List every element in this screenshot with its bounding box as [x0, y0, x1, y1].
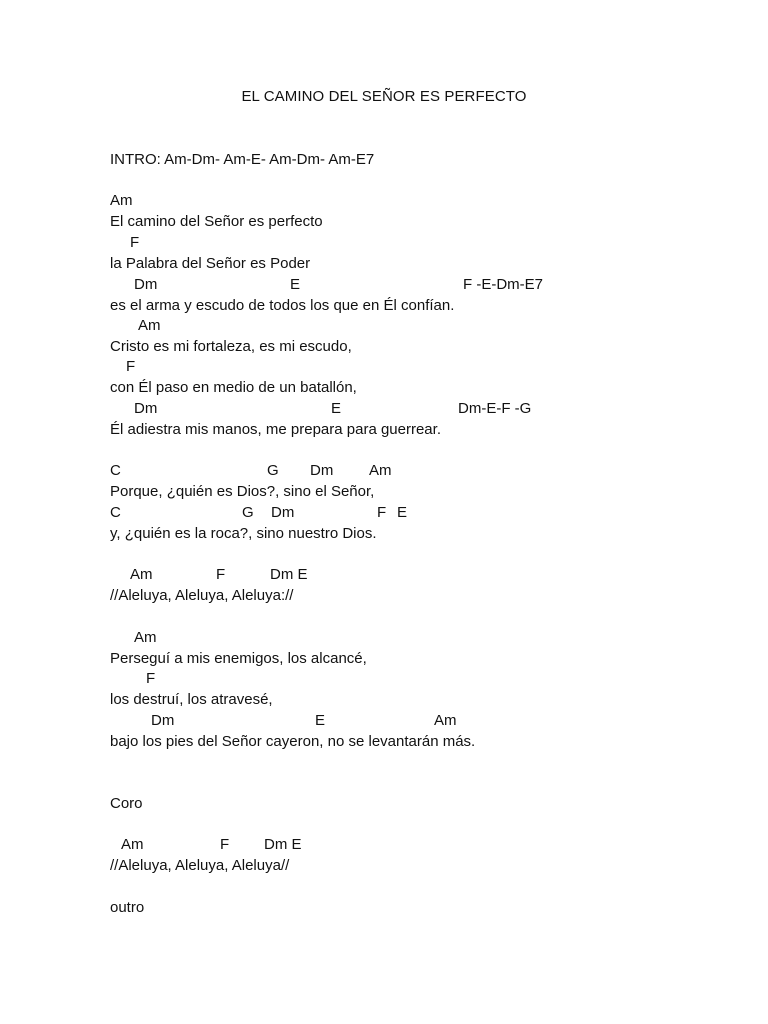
lyric-line: bajo los pies del Señor cayeron, no se levantarán más.	[110, 733, 476, 750]
chord: E	[315, 712, 326, 729]
chord: Dm	[134, 276, 158, 293]
section-label-coro: Coro	[110, 795, 143, 812]
chord: Dm-E-F -G	[458, 400, 532, 417]
chord: E	[331, 400, 342, 417]
chord: G	[267, 462, 279, 479]
lyric-line: con Él paso en medio de un batallón,	[110, 379, 357, 396]
chord: F	[126, 358, 136, 375]
chord: Am	[369, 462, 392, 479]
chord: Am	[121, 836, 144, 853]
chord: F	[377, 504, 387, 521]
lyric-line: Cristo es mi fortaleza, es mi escudo,	[110, 338, 352, 355]
chord: Am	[134, 629, 157, 646]
chord: G	[242, 504, 254, 521]
chord: F	[220, 836, 230, 853]
chord: Dm	[151, 712, 175, 729]
lyric-line: Porque, ¿quién es Dios?, sino el Señor,	[110, 483, 375, 500]
chord: F	[216, 566, 226, 583]
lyric-line: //Aleluya, Aleluya, Aleluya://	[110, 587, 294, 604]
chord: C	[110, 504, 121, 521]
chord: F	[146, 670, 156, 687]
chord: Am	[434, 712, 457, 729]
chord: Dm E	[270, 566, 308, 583]
lyric-line: es el arma y escudo de todos los que en Él confían.	[110, 297, 455, 314]
lyric-line: Él adiestra mis manos, me prepara para guerrear.	[110, 421, 441, 438]
chord: E	[290, 276, 301, 293]
lyric-line: los destruí, los atravesé,	[110, 691, 273, 708]
chord: C	[110, 462, 121, 479]
lyric-line: El camino del Señor es perfecto	[110, 213, 323, 230]
lyric-line: Perseguí a mis enemigos, los alcancé,	[110, 650, 367, 667]
chord: Dm	[310, 462, 334, 479]
lyric-line: la Palabra del Señor es Poder	[110, 255, 311, 272]
chord: Am	[138, 317, 161, 334]
chord: Am	[130, 566, 153, 583]
lyric-line: //Aleluya, Aleluya, Aleluya//	[110, 857, 290, 874]
chord: F	[130, 234, 140, 251]
song-title: EL CAMINO DEL SEÑOR ES PERFECTO	[241, 88, 527, 105]
chord: Am	[110, 192, 133, 209]
chord: E	[397, 504, 408, 521]
lyric-line: y, ¿quién es la roca?, sino nuestro Dios.	[110, 525, 377, 542]
chord: F -E-Dm-E7	[463, 276, 543, 293]
chord: Dm	[271, 504, 295, 521]
chord: Dm	[134, 400, 158, 417]
intro-line: INTRO: Am-Dm- Am-E- Am-Dm- Am-E7	[110, 151, 375, 168]
section-label-outro: outro	[110, 899, 145, 916]
chord: Dm E	[264, 836, 302, 853]
